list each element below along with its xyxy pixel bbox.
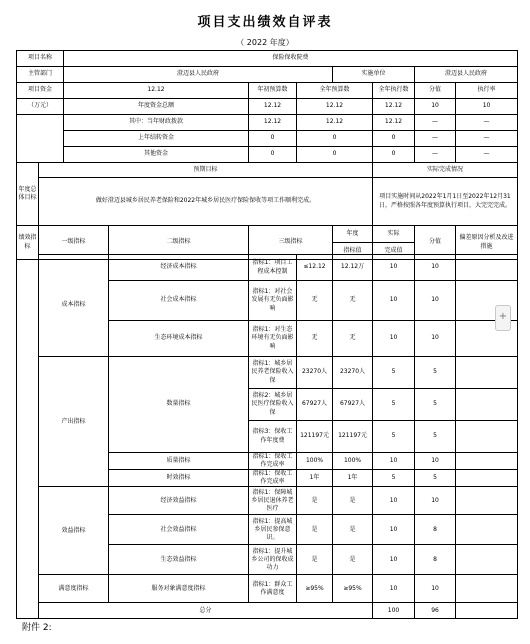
- indicator-weight: 5: [373, 421, 415, 453]
- indicator-score: 5: [415, 470, 456, 487]
- indicator-score: 8: [415, 515, 456, 545]
- indicator-done: 是: [333, 515, 373, 545]
- fund-annual: 0: [297, 147, 373, 163]
- goal-actual-text: 项目实施时间从2022年1月1日至2022年12月31日，严格按照各年度预算执行项目，大完完完成。: [373, 178, 518, 226]
- indicator-target: 是: [297, 487, 333, 515]
- funds-pre-value: 12.12: [64, 83, 249, 99]
- indicator-target: 23270人: [297, 357, 333, 389]
- total-weight: 100: [373, 603, 415, 619]
- indicator-score: 8: [415, 545, 456, 575]
- header-actual: 实际: [373, 226, 415, 243]
- indicator-name: 指标3：保收工作年度费: [249, 421, 297, 453]
- header-l2: 二级指标: [109, 226, 249, 260]
- indicator-score: 10: [415, 575, 456, 603]
- attachment-label: 附件 2:: [22, 623, 52, 633]
- indicator-weight: 10: [373, 281, 415, 321]
- project-name-label: 项目名称: [17, 51, 64, 67]
- indicator-target: 67927人: [297, 389, 333, 421]
- funds-header-row: [17, 83, 518, 99]
- indicator-target: ≤12.12: [297, 255, 333, 281]
- indicator-header-row: [17, 226, 518, 243]
- sub-eco-benefit: 生态效益指标: [109, 545, 249, 575]
- indicator-target: ≥95%: [297, 575, 333, 603]
- sub-econ-benefit: 经济效益指标: [109, 487, 249, 515]
- goal-header-row: [17, 163, 518, 178]
- impl-unit-value: 澄迈县人民政府: [415, 67, 518, 83]
- indicator-score: 10: [415, 255, 456, 281]
- col-exec-rate: 执行率: [456, 83, 518, 99]
- indicator-weight: 10: [373, 515, 415, 545]
- indicator-name: 指标1：保收工作完成率: [249, 470, 297, 487]
- sub-timeliness: 时效指标: [109, 470, 249, 487]
- indicator-name: 指标1：群众工作满意度: [249, 575, 297, 603]
- indicator-row: [17, 575, 518, 603]
- goal-content-row: [17, 178, 518, 226]
- fund-row-label: 其中：当年财政拨款: [64, 115, 249, 131]
- indicator-score: 5: [415, 357, 456, 389]
- fund-row: [17, 115, 518, 131]
- col-annual-exec: 全年执行数: [373, 83, 415, 99]
- year-line: （ 2022 年度）: [236, 38, 294, 47]
- fund-initial: 12.12: [249, 99, 297, 115]
- indicator-score: 5: [415, 421, 456, 453]
- fund-row-label: 其他资金: [64, 147, 249, 163]
- fund-score: —: [456, 147, 518, 163]
- impl-unit-label: 实施单位: [333, 67, 415, 83]
- indicator-weight: 10: [373, 487, 415, 515]
- indicator-name: 指标1：提高城乡居民参保意识。: [249, 515, 297, 545]
- indicator-done: 是: [333, 487, 373, 515]
- cat-satisfaction: 满意度指标: [39, 575, 109, 603]
- fund-row-label: 年度资金总额: [64, 99, 249, 115]
- total-label: 总分: [39, 603, 373, 619]
- fund-weight: —: [415, 147, 456, 163]
- expand-handle[interactable]: +: [495, 305, 511, 331]
- fund-exec: 0: [373, 147, 415, 163]
- indicator-row: [17, 255, 518, 281]
- indicator-done: 1年: [333, 470, 373, 487]
- indicator-score: 5: [415, 389, 456, 421]
- fund-row: [17, 131, 518, 147]
- fund-weight: —: [415, 131, 456, 147]
- indicator-name: 指标1：对生态环境有无负面影响: [249, 321, 297, 357]
- fund-annual: 12.12: [297, 115, 373, 131]
- fund-exec: 0: [373, 131, 415, 147]
- indicator-done: 12.12万: [333, 255, 373, 281]
- dept-value: 澄迈县人民政府: [64, 67, 333, 83]
- fund-initial: 0: [249, 147, 297, 163]
- indicator-done: ≥95%: [333, 575, 373, 603]
- goal-expected-text: 做好澄迈县城乡居民养老保险和2022年城乡居民医疗保险保收等项工作顺利完成。: [39, 178, 373, 226]
- indicator-done: 无: [333, 281, 373, 321]
- self-evaluation-table: [16, 50, 518, 260]
- indicator-weight: 5: [373, 357, 415, 389]
- funds-unit-label: （万元）: [17, 99, 64, 115]
- indicator-done: 23270人: [333, 357, 373, 389]
- indicator-target: 1年: [297, 470, 333, 487]
- header-weight: 分值: [415, 226, 456, 260]
- indicator-done: 无: [333, 321, 373, 357]
- indicator-target: 121197元: [297, 421, 333, 453]
- fund-row: [17, 99, 518, 115]
- perf-indicators-label: 绩效指标: [17, 226, 39, 260]
- sub-economic: 经济成本指标: [109, 255, 249, 281]
- indicator-weight: 10: [373, 545, 415, 575]
- indicator-weight: 5: [373, 470, 415, 487]
- sub-social-benefit: 社会效益指标: [109, 515, 249, 545]
- indicator-target: 无: [297, 281, 333, 321]
- indicator-done: 121197元: [333, 421, 373, 453]
- fund-score: —: [456, 115, 518, 131]
- funds-label: 项目资金: [17, 83, 64, 99]
- indicator-score: 10: [415, 321, 456, 357]
- indicator-score: 10: [415, 281, 456, 321]
- indicator-name: 指标1：保收工作完成率: [249, 453, 297, 470]
- indicator-name: 指标1：提升城乡公司的保收成功力: [249, 545, 297, 575]
- cat-benefit: 效益指标: [39, 487, 109, 575]
- dept-label: 主管部门: [17, 67, 64, 83]
- goal-expected-header: 预期目标: [39, 163, 373, 178]
- fund-weight: 10: [415, 99, 456, 115]
- header-target: 指标值: [333, 243, 373, 260]
- fund-weight: —: [415, 115, 456, 131]
- indicator-score: 10: [415, 487, 456, 515]
- indicator-target: 是: [297, 545, 333, 575]
- sub-quality: 质量指标: [109, 453, 249, 470]
- header-l1: 一级指标: [39, 226, 109, 260]
- project-name-value: 保险保收院费: [64, 51, 518, 67]
- sub-service: 服务对象满意度指标: [109, 575, 249, 603]
- fund-annual: 0: [297, 131, 373, 147]
- total-score: 96: [415, 603, 456, 619]
- fund-score: —: [456, 131, 518, 147]
- col-initial-budget: 年初预算数: [249, 83, 297, 99]
- goal-actual-header: 实际完成情况: [373, 163, 518, 178]
- fund-annual: 12.12: [297, 99, 373, 115]
- col-annual-budget: 全年预算数: [297, 83, 373, 99]
- indicator-row: [17, 357, 518, 389]
- indicator-done: 100%: [333, 453, 373, 470]
- indicator-target: 无: [297, 321, 333, 357]
- fund-row-label: 上年结转资金: [64, 131, 249, 147]
- sub-quantity: 数量指标: [109, 357, 249, 453]
- fund-initial: 0: [249, 131, 297, 147]
- col-score-weight: 分值: [415, 83, 456, 99]
- indicator-target: 100%: [297, 453, 333, 470]
- indicator-done: 是: [333, 545, 373, 575]
- goal-side-label: 年度总体目标: [17, 163, 39, 226]
- indicator-weight: 5: [373, 389, 415, 421]
- indicator-weight: 10: [373, 575, 415, 603]
- cat-cost: 成本指标: [39, 255, 109, 357]
- fund-score: 10: [456, 99, 518, 115]
- indicator-name: 指标1：保障城乡居民退休养老医疗: [249, 487, 297, 515]
- sub-eco-cost: 生态环境成本指标: [109, 321, 249, 357]
- indicator-done: 67927人: [333, 389, 373, 421]
- cat-output: 产出指标: [39, 357, 109, 487]
- header-reason: 偏差原因分析及改进措施: [456, 226, 518, 260]
- indicator-score: 10: [415, 453, 456, 470]
- indicator-row: [17, 487, 518, 515]
- header-l3: 三级指标: [249, 226, 333, 260]
- indicator-name: 指标1：项目工程成本控制: [249, 255, 297, 281]
- indicator-table: [16, 254, 518, 619]
- sub-social-cost: 社会成本指标: [109, 281, 249, 321]
- indicator-target: 是: [297, 515, 333, 545]
- fund-exec: 12.12: [373, 115, 415, 131]
- indicator-weight: 10: [373, 255, 415, 281]
- indicator-weight: 10: [373, 453, 415, 470]
- indicator-name: 指标1：城乡居民养老保险收入保: [249, 357, 297, 389]
- fund-initial: 12.12: [249, 115, 297, 131]
- indicator-weight: 10: [373, 321, 415, 357]
- dept-row: [17, 67, 518, 83]
- total-row: [17, 603, 518, 619]
- header-annual: 年度: [333, 226, 373, 243]
- header-done: 完成值: [373, 243, 415, 260]
- fund-row: [17, 147, 518, 163]
- indicator-name: 指标1：对社会发展有无负面影响: [249, 281, 297, 321]
- indicator-name: 指标2：城乡居民医疗保险收入保: [249, 389, 297, 421]
- project-name-row: [17, 51, 518, 67]
- page-title: 项目支出绩效自评表: [197, 15, 333, 30]
- fund-exec: 12.12: [373, 99, 415, 115]
